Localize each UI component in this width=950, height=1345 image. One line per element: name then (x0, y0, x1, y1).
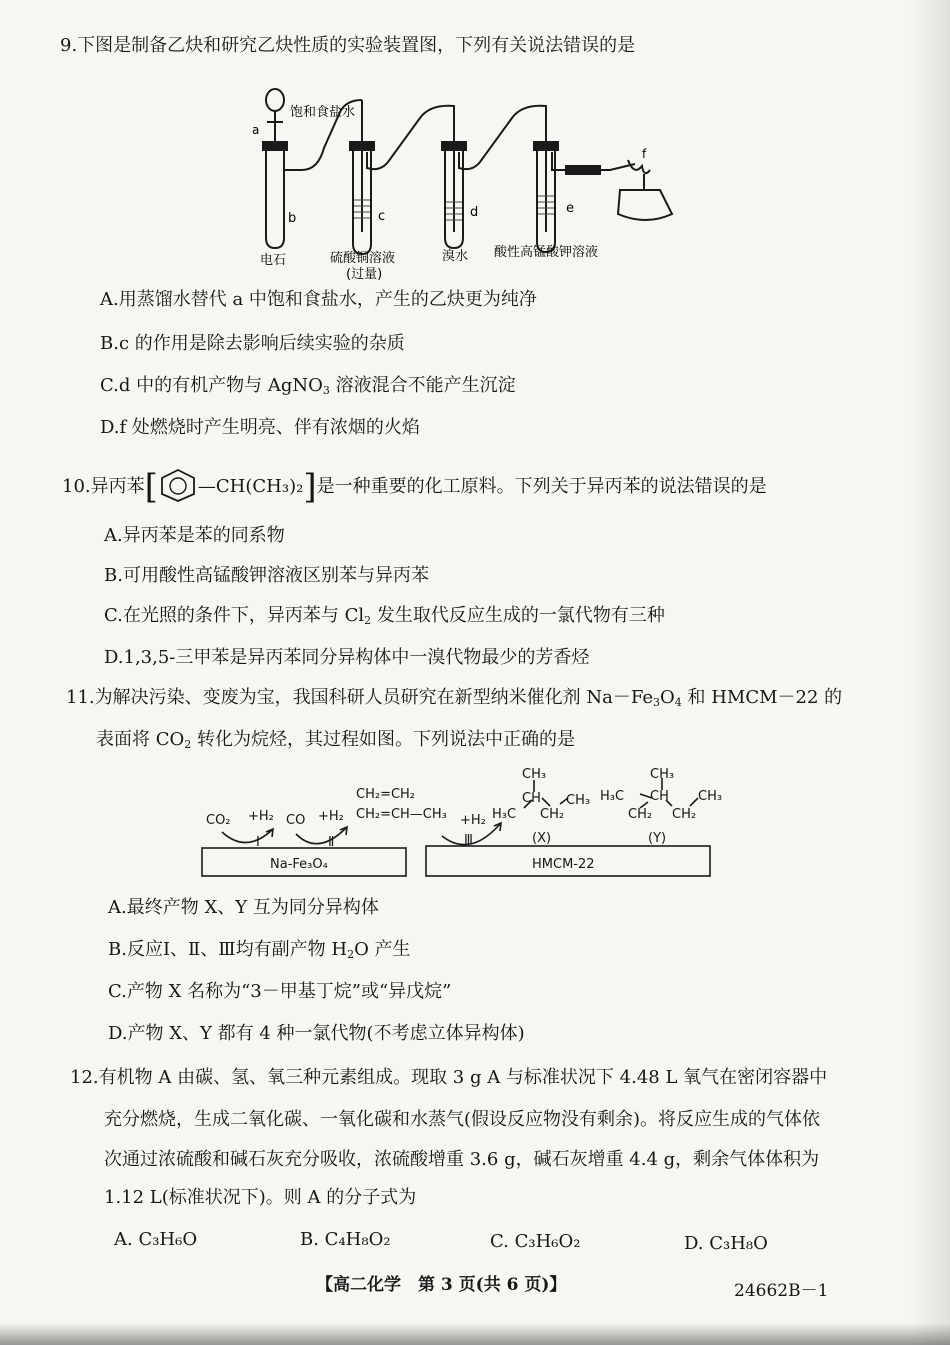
q9-stem: 9.下图是制备乙炔和研究乙炔性质的实验装置图，下列有关说法错误的是 (60, 35, 636, 56)
y-ch: CH (650, 789, 669, 804)
co2: CO₂ (206, 813, 231, 828)
q11-option-b-post: O 产生 (354, 939, 411, 960)
q12-line4: 1.12 L(标准状况下)。则 A 的分子式为 (104, 1187, 417, 1208)
x-ch3-top: CH₃ (522, 767, 547, 782)
q9-option-c (100, 374, 516, 398)
q11-stem2-pre: 表面将 CO (96, 729, 185, 750)
q10-option-b: B.可用酸性高锰酸钾溶液区别苯与异丙苯 (104, 565, 429, 586)
scan-shadow-bottom (0, 1323, 950, 1345)
q11-stem2-sub: 2 (184, 738, 192, 751)
q10-stem-post: 是一种重要的化工原料。下列关于异丙苯的说法错误的是 (316, 476, 767, 497)
q11-stem1-post: 和 HMCM－22 的 (681, 687, 843, 708)
step-2: Ⅱ (328, 835, 335, 850)
q11-stem-line1 (66, 686, 842, 710)
ethylene: CH₂=CH₂ (356, 787, 416, 802)
q10-option-a: A.异丙苯是苯的同系物 (104, 525, 285, 546)
q12-line2: 充分燃烧，生成二氧化碳、一氧化碳和水蒸气(假设反应物没有剩余)。将反应生成的气体依 (104, 1109, 821, 1130)
x-ch2: CH₂ (540, 807, 565, 822)
y-h3c: H₃C (600, 789, 625, 804)
y-label: (Y) (648, 831, 667, 846)
burner (618, 190, 672, 220)
q11-option-b-sub: 2 (347, 948, 355, 961)
q11-option-b-pre: B.反应Ⅰ、Ⅱ、Ⅲ均有副产物 H (108, 939, 348, 960)
q9-apparatus-diagram (240, 82, 690, 282)
catalyst-2: HMCM-22 (532, 857, 595, 872)
label-a: a (252, 123, 260, 137)
q10-formula: —CH(CH₃)₂ (197, 476, 304, 497)
label-funnel: 饱和食盐水 (290, 105, 356, 120)
y-ch3: CH₃ (698, 789, 723, 804)
funnel-bulb (266, 89, 284, 111)
label-f: f (642, 147, 647, 161)
q10-option-c-sub: 2 (364, 614, 372, 627)
label-tube3: 溴水 (442, 249, 469, 264)
label-tube2-note: (过量) (346, 267, 383, 282)
bracket-right: ] (303, 467, 317, 507)
q11-stem1-mid: O (659, 687, 675, 708)
x-label: (X) (532, 831, 552, 846)
q12-option-d: D. C₃H₈O (684, 1233, 768, 1254)
q9-option-d: D.f 处燃烧时产生明亮、伴有浓烟的火焰 (100, 417, 420, 438)
q10-option-d: D.1,3,5-三甲苯是异丙苯同分异构体中一溴代物最少的芳香烃 (104, 647, 590, 668)
q11-option-b (108, 938, 411, 962)
co: CO (286, 813, 306, 828)
q10-stem (62, 467, 767, 507)
q11-option-d: D.产物 X、Y 都有 4 种一氯代物(不考虑立体异构体) (108, 1023, 525, 1044)
arrow-step2 (296, 828, 346, 844)
q9-option-a: A.用蒸馏水替代 a 中饱和食盐水，产生的乙炔更为纯净 (100, 289, 537, 310)
label-tube4: 酸性高锰酸钾溶液 (494, 245, 599, 260)
tube-1 (266, 148, 284, 248)
benzene-ring-icon (158, 468, 198, 502)
q10-option-c (104, 604, 665, 628)
h2-2: +H₂ (318, 809, 344, 824)
q10-stem-pre: 10.异丙苯 (62, 476, 145, 497)
q9-option-c-pre: C.d 中的有机产物与 AgNO (100, 375, 323, 396)
y-ch2b: CH₂ (672, 807, 697, 822)
q12-line3: 次通过浓硫酸和碱石灰充分吸收，浓硫酸增重 3.6 g，碱石灰增重 4.4 g，剩余气体体积为 (104, 1149, 820, 1170)
arrow-step1 (222, 830, 272, 843)
label-c: c (378, 209, 386, 224)
q11-stem2-post: 转化为烷烃，其过程如图。下列说法中正确的是 (191, 729, 575, 750)
q10-option-c-post: 发生取代反应生成的一氯代物有三种 (371, 605, 665, 626)
q12-option-c: C. C₃H₆O₂ (490, 1231, 581, 1252)
q11-option-a: A.最终产物 X、Y 互为同分异构体 (108, 897, 379, 918)
q11-stem1-sub2: 4 (674, 696, 682, 709)
label-d: d (470, 205, 479, 220)
q9-option-c-sub: 3 (322, 384, 330, 397)
q11-stem-line2 (96, 728, 575, 752)
propene: CH₂=CH—CH₃ (356, 807, 447, 822)
h2-3: +H₂ (460, 813, 486, 828)
q10-option-c-pre: C.在光照的条件下，异丙苯与 Cl (104, 605, 365, 626)
label-b: b (288, 211, 297, 226)
q11-process-diagram (196, 762, 736, 882)
q12-line1: 12.有机物 A 由碳、氢、氧三种元素组成。现取 3 g A 与标准状况下 4.48 L 氧气在密闭容器中 (70, 1067, 828, 1088)
q9-option-b: B.c 的作用是除去影响后续实验的杂质 (100, 333, 405, 354)
step-1: Ⅰ (256, 835, 260, 850)
q11-stem1-pre: 11.为解决污染、变废为宝，我国科研人员研究在新型纳米催化剂 Na－Fe (66, 687, 653, 708)
q12-option-a: A. C₃H₆O (114, 1229, 198, 1250)
y-ch3-top: CH₃ (650, 767, 675, 782)
scan-shadow-right (910, 0, 950, 1345)
flame (628, 160, 650, 173)
q11-stem1-sub1: 3 (652, 696, 660, 709)
x-ch3: CH₃ (566, 793, 591, 808)
label-tube1: 电石 (260, 253, 287, 268)
q12-option-b: B. C₄H₈O₂ (300, 1229, 391, 1250)
step-3: Ⅲ (464, 833, 473, 848)
catalyst-1: Na-Fe₃O₄ (270, 857, 328, 872)
q11-option-c: C.产物 X 名称为“3－甲基丁烷”或“异戊烷” (108, 981, 452, 1002)
bracket-left: [ (144, 467, 158, 507)
y-ch2a: CH₂ (628, 807, 653, 822)
x-ch: CH (522, 791, 541, 806)
page-footer: 【高二化学 第 3 页(共 6 页)】 (316, 1275, 567, 1295)
x-h3c: H₃C (492, 807, 517, 822)
h2-1: +H₂ (248, 809, 274, 824)
label-e: e (566, 201, 574, 216)
label-tube2: 硫酸铜溶液 (330, 251, 396, 266)
q9-option-c-post: 溶液混合不能产生沉淀 (329, 375, 516, 396)
exam-code: 24662B－1 (734, 1281, 829, 1301)
